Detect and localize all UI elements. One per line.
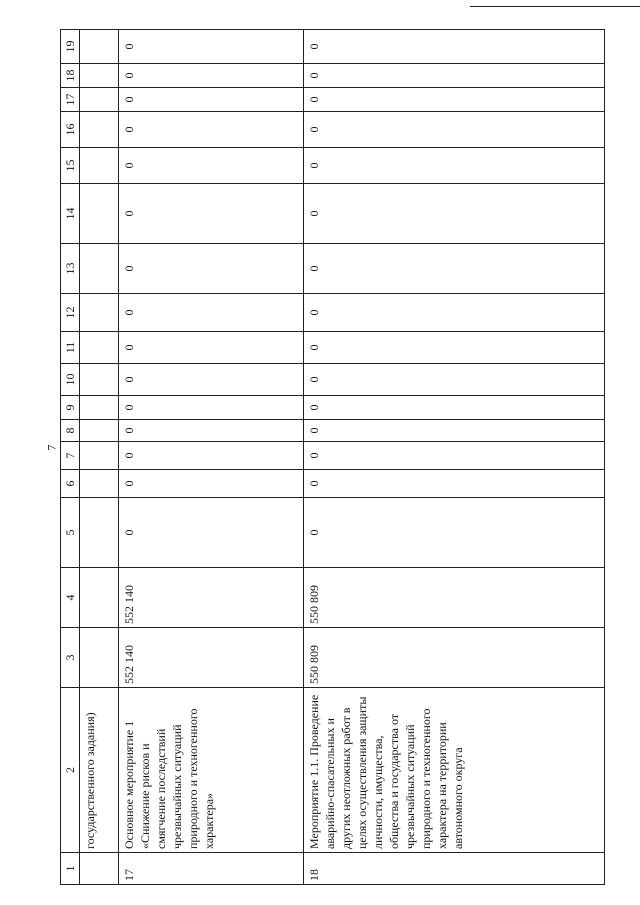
table-cell bbox=[80, 148, 119, 184]
value-cell: 0 bbox=[303, 498, 604, 568]
table-cell bbox=[80, 30, 119, 64]
col-num: 9 bbox=[61, 396, 80, 420]
value-cell: 552 140 bbox=[119, 568, 304, 628]
col-num: 14 bbox=[61, 184, 80, 244]
value-cell: 0 bbox=[303, 30, 604, 64]
col-num: 2 bbox=[61, 688, 80, 853]
value-cell: 0 bbox=[303, 88, 604, 112]
table-cell bbox=[80, 396, 119, 420]
row-name: Мероприятие 1.1. Проведение аварийно-спасательных и других неотложных работ в целях осуществления защиты личности, имущества, общества и государства от чрезвычайных ситуаций природного и техногенного характера на территории автономного округа bbox=[303, 688, 604, 853]
value-cell: 0 bbox=[119, 30, 304, 64]
value-cell: 0 bbox=[303, 420, 604, 442]
value-cell: 0 bbox=[119, 498, 304, 568]
value-cell: 0 bbox=[303, 364, 604, 396]
col-num: 1 bbox=[61, 853, 80, 885]
value-cell: 0 bbox=[119, 396, 304, 420]
row-number: 18 bbox=[303, 853, 604, 885]
value-cell: 550 809 bbox=[303, 568, 604, 628]
value-cell: 0 bbox=[119, 442, 304, 470]
table-cell bbox=[80, 294, 119, 332]
value-cell: 0 bbox=[119, 88, 304, 112]
col-num: 10 bbox=[61, 364, 80, 396]
data-table bbox=[60, 29, 605, 885]
table-cell bbox=[80, 568, 119, 628]
value-cell: 0 bbox=[119, 470, 304, 498]
table-cell bbox=[80, 470, 119, 498]
table-cell bbox=[80, 498, 119, 568]
value-cell: 0 bbox=[119, 364, 304, 396]
col-num: 16 bbox=[61, 112, 80, 148]
value-cell: 0 bbox=[303, 112, 604, 148]
table-row bbox=[303, 30, 604, 885]
value-cell: 0 bbox=[119, 112, 304, 148]
value-cell: 0 bbox=[303, 396, 604, 420]
value-cell: 0 bbox=[119, 294, 304, 332]
col-num: 4 bbox=[61, 568, 80, 628]
table-cell bbox=[80, 442, 119, 470]
value-cell: 0 bbox=[119, 184, 304, 244]
value-cell: 0 bbox=[303, 470, 604, 498]
value-cell: 0 bbox=[119, 148, 304, 184]
col-num: 8 bbox=[61, 420, 80, 442]
value-cell: 552 140 bbox=[119, 628, 304, 688]
col-num: 13 bbox=[61, 244, 80, 294]
page-number: 7 bbox=[44, 444, 59, 451]
table-cell bbox=[80, 244, 119, 294]
value-cell: 0 bbox=[303, 64, 604, 88]
col-num: 11 bbox=[61, 332, 80, 364]
row-name: Основное мероприятие 1 «Снижение рисков и смягчение последствий чрезвычайных ситуаций природного и техногенного характера» bbox=[119, 688, 304, 853]
row-number: 17 bbox=[119, 853, 304, 885]
table-cell bbox=[80, 853, 119, 885]
continuation-row bbox=[80, 30, 119, 885]
value-cell: 550 809 bbox=[303, 628, 604, 688]
value-cell: 0 bbox=[303, 148, 604, 184]
table-cell bbox=[80, 88, 119, 112]
col-num: 18 bbox=[61, 64, 80, 88]
table-cell bbox=[80, 420, 119, 442]
value-cell: 0 bbox=[119, 420, 304, 442]
col-num: 19 bbox=[61, 30, 80, 64]
value-cell: 0 bbox=[119, 64, 304, 88]
table-cell bbox=[80, 332, 119, 364]
column-number-row bbox=[61, 30, 80, 885]
table-cell bbox=[80, 628, 119, 688]
value-cell: 0 bbox=[303, 184, 604, 244]
value-cell: 0 bbox=[119, 332, 304, 364]
table-cell bbox=[80, 364, 119, 396]
value-cell: 0 bbox=[303, 244, 604, 294]
table-cell bbox=[80, 184, 119, 244]
col-num: 7 bbox=[61, 442, 80, 470]
value-cell: 0 bbox=[303, 442, 604, 470]
col-num: 15 bbox=[61, 148, 80, 184]
value-cell: 0 bbox=[119, 244, 304, 294]
value-cell: 0 bbox=[303, 332, 604, 364]
col-num: 3 bbox=[61, 628, 80, 688]
col-num: 17 bbox=[61, 88, 80, 112]
rotated-table-sheet bbox=[60, 30, 605, 885]
continuation-text: государственного задания) bbox=[80, 688, 119, 853]
col-num: 5 bbox=[61, 498, 80, 568]
table-cell bbox=[80, 112, 119, 148]
table-row bbox=[119, 30, 304, 885]
top-rule bbox=[470, 6, 640, 7]
col-num: 12 bbox=[61, 294, 80, 332]
table-cell bbox=[80, 64, 119, 88]
value-cell: 0 bbox=[303, 294, 604, 332]
col-num: 6 bbox=[61, 470, 80, 498]
